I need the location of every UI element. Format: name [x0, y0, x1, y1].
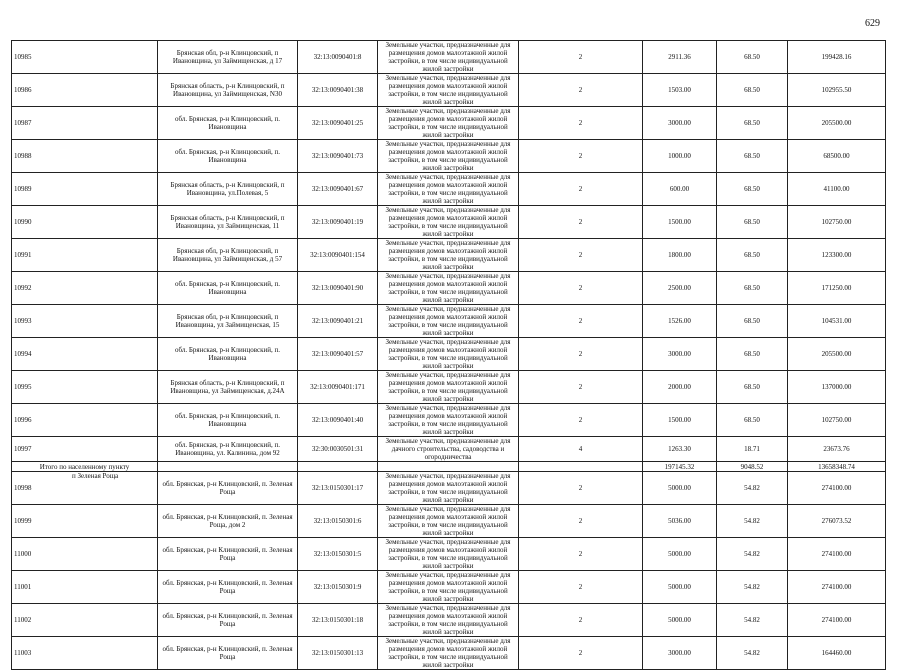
specific-value-cell: 54.82 — [717, 505, 788, 538]
land-use-cell: Земельные участки, предназначенные для размещения домов малоэтажной жилой застройки, в том числе индивидуальной жилой застройки — [378, 472, 519, 505]
land-use-cell: Земельные участки, предназначенные для размещения домов малоэтажной жилой застройки, в том числе индивидуальной жилой застройки — [378, 41, 519, 74]
record-number: 10997 — [12, 437, 158, 462]
specific-value-cell: 54.82 — [717, 538, 788, 571]
record-number: 10998 п Зеленая Роща — [12, 472, 158, 505]
record-number: 10999 — [12, 505, 158, 538]
address-cell: обл. Брянская, р-н Клинцовский, п. Зеленая Роща — [158, 472, 298, 505]
cadastral-number: 32:13:0090401:67 — [298, 173, 378, 206]
group-code: 2 — [519, 173, 643, 206]
area-cell: 5000.00 — [643, 604, 717, 637]
area-cell: 600.00 — [643, 173, 717, 206]
land-use-cell: Земельные участки, предназначенные для размещения домов малоэтажной жилой застройки, в том числе индивидуальной жилой застройки — [378, 338, 519, 371]
total-cadastral-value: 13658348.74 — [788, 462, 886, 472]
land-use-cell: Земельные участки, предназначенные для размещения домов малоэтажной жилой застройки, в том числе индивидуальной жилой застройки — [378, 505, 519, 538]
table-row — [12, 305, 886, 338]
cadastral-value-cell: 41100.00 — [788, 173, 886, 206]
cadastral-number: 32:13:0150301:9 — [298, 571, 378, 604]
group-code: 2 — [519, 206, 643, 239]
specific-value-cell: 68.50 — [717, 173, 788, 206]
cadastral-number: 32:13:0150301:18 — [298, 604, 378, 637]
specific-value-cell: 68.50 — [717, 107, 788, 140]
table-row — [12, 74, 886, 107]
total-label: Итого по населенному пункту — [12, 462, 158, 472]
cadastral-number: 32:13:0150301:17 — [298, 472, 378, 505]
table-row — [12, 538, 886, 571]
area-cell: 5000.00 — [643, 472, 717, 505]
cadastral-value-cell: 274100.00 — [788, 472, 886, 505]
cadastral-value-cell: 123300.00 — [788, 239, 886, 272]
table-row — [12, 338, 886, 371]
cadastral-number: 32:13:0090401:154 — [298, 239, 378, 272]
specific-value-cell: 68.50 — [717, 272, 788, 305]
record-number: 10986 — [12, 74, 158, 107]
table-row — [12, 140, 886, 173]
group-code: 2 — [519, 472, 643, 505]
area-cell: 3000.00 — [643, 107, 717, 140]
address-cell: Брянская область, р-н Клинцовский, п Ивановщина, ул Займищенская, д.24А — [158, 371, 298, 404]
cadastral-value-cell: 205500.00 — [788, 338, 886, 371]
address-cell: обл. Брянская, р-н Клинцовский, п. Ивановщина — [158, 140, 298, 173]
address-cell: обл. Брянская, р-н Клинцовский, п. Ивановщина — [158, 404, 298, 437]
group-code: 2 — [519, 239, 643, 272]
record-number: 10990 — [12, 206, 158, 239]
group-code: 2 — [519, 107, 643, 140]
cadastral-value-table — [11, 40, 886, 670]
record-number: 10985 — [12, 41, 158, 74]
record-number: 11002 — [12, 604, 158, 637]
area-cell: 5000.00 — [643, 538, 717, 571]
specific-value-cell: 68.50 — [717, 41, 788, 74]
table-row — [12, 41, 886, 74]
cadastral-value-cell: 276073.52 — [788, 505, 886, 538]
empty-cell — [378, 462, 519, 472]
group-code: 2 — [519, 604, 643, 637]
specific-value-cell: 68.50 — [717, 305, 788, 338]
table-row — [12, 239, 886, 272]
specific-value-cell: 54.82 — [717, 571, 788, 604]
table-body-pinetree — [12, 41, 886, 437]
cadastral-number: 32:13:0090401:38 — [298, 74, 378, 107]
address-cell: Брянская обл, р-н Клинцовский, п Ивановщина, ул Займищенская, 15 — [158, 305, 298, 338]
table-row — [12, 371, 886, 404]
area-cell: 5000.00 — [643, 571, 717, 604]
area-cell: 2911.36 — [643, 41, 717, 74]
cadastral-number: 32:13:0090401:90 — [298, 272, 378, 305]
specific-value-cell: 18.71 — [717, 437, 788, 462]
address-cell: обл. Брянская, р-н Клинцовский, п. Зеленая Роща, дом 2 — [158, 505, 298, 538]
cadastral-value-cell: 102955.50 — [788, 74, 886, 107]
cadastral-number: 32:13:0150301:5 — [298, 538, 378, 571]
cadastral-number: 32:30:0030501:31 — [298, 437, 378, 462]
group-code: 2 — [519, 404, 643, 437]
area-cell: 1526.00 — [643, 305, 717, 338]
land-use-cell: Земельные участки, предназначенные для размещения домов малоэтажной жилой застройки, в том числе индивидуальной жилой застройки — [378, 538, 519, 571]
group-code: 2 — [519, 272, 643, 305]
cadastral-value-cell: 102750.00 — [788, 206, 886, 239]
area-cell: 1263.30 — [643, 437, 717, 462]
address-cell: обл. Брянская, р-н Клинцовский, п. Зеленая Роща — [158, 604, 298, 637]
cadastral-value-cell: 164460.00 — [788, 637, 886, 670]
address-cell: обл. Брянская, р-н Клинцовский, п. Зеленая Роща — [158, 637, 298, 670]
land-use-cell: Земельные участки, предназначенные для дачного строительства, садоводства и огородничества — [378, 437, 519, 462]
land-use-cell: Земельные участки, предназначенные для размещения домов малоэтажной жилой застройки, в том числе индивидуальной жилой застройки — [378, 206, 519, 239]
cadastral-number: 32:13:0090401:21 — [298, 305, 378, 338]
specific-value-cell: 68.50 — [717, 371, 788, 404]
group-code: 2 — [519, 505, 643, 538]
address-cell: обл. Брянская, р-н Клинцовский, п. Зеленая Роща — [158, 571, 298, 604]
land-use-cell: Земельные участки, предназначенные для размещения домов малоэтажной жилой застройки, в том числе индивидуальной жилой застройки — [378, 604, 519, 637]
address-cell: Брянская область, р-н Клинцовский, п Ивановщина, ул.Полевая, 5 — [158, 173, 298, 206]
table-row — [12, 437, 886, 462]
group-code: 2 — [519, 637, 643, 670]
area-cell: 1000.00 — [643, 140, 717, 173]
address-cell: Брянская обл, р-н Клинцовский, п Ивановщина, ул Займищенская, д 17 — [158, 41, 298, 74]
address-cell: обл. Брянская, р-н Клинцовский, п. Ивановщина — [158, 107, 298, 140]
record-number: 10995 — [12, 371, 158, 404]
specific-value-cell: 68.50 — [717, 239, 788, 272]
land-use-cell: Земельные участки, предназначенные для размещения домов малоэтажной жилой застройки, в том числе индивидуальной жилой застройки — [378, 173, 519, 206]
land-use-cell: Земельные участки, предназначенные для размещения домов малоэтажной жилой застройки, в том числе индивидуальной жилой застройки — [378, 637, 519, 670]
address-cell: обл. Брянская, р-н Клинцовский, п. Ивановщина — [158, 338, 298, 371]
group-code: 2 — [519, 41, 643, 74]
land-use-cell: Земельные участки, предназначенные для размещения домов малоэтажной жилой застройки, в том числе индивидуальной жилой застройки — [378, 272, 519, 305]
cadastral-value-cell: 274100.00 — [788, 604, 886, 637]
table-row — [12, 571, 886, 604]
specific-value-cell: 68.50 — [717, 74, 788, 107]
specific-value-cell: 54.82 — [717, 472, 788, 505]
group-code: 2 — [519, 305, 643, 338]
area-cell: 2500.00 — [643, 272, 717, 305]
table-row — [12, 272, 886, 305]
total-specific-value: 9048.52 — [717, 462, 788, 472]
table-row — [12, 637, 886, 670]
empty-cell — [519, 462, 643, 472]
area-cell: 1500.00 — [643, 206, 717, 239]
cadastral-value-cell: 205500.00 — [788, 107, 886, 140]
area-cell: 2000.00 — [643, 371, 717, 404]
record-number: 10996 — [12, 404, 158, 437]
land-use-cell: Земельные участки, предназначенные для размещения домов малоэтажной жилой застройки, в том числе индивидуальной жилой застройки — [378, 140, 519, 173]
area-cell: 1800.00 — [643, 239, 717, 272]
cadastral-value-cell: 171250.00 — [788, 272, 886, 305]
total-row — [12, 462, 886, 472]
address-cell: Брянская обл, р-н Клинцовский, п Ивановщина, ул Займищенская, д 57 — [158, 239, 298, 272]
group-code: 2 — [519, 371, 643, 404]
address-cell: обл. Брянская, р-н Клинцовский, п. Ивановщина, ул. Калинина, дом 92 — [158, 437, 298, 462]
record-number: 10991 — [12, 239, 158, 272]
page-number: 629 — [865, 18, 880, 29]
empty-cell — [158, 462, 298, 472]
area-cell: 3000.00 — [643, 637, 717, 670]
specific-value-cell: 68.50 — [717, 338, 788, 371]
specific-value-cell: 54.82 — [717, 637, 788, 670]
record-number: 10993 — [12, 305, 158, 338]
address-cell: обл. Брянская, р-н Клинцовский, п. Зеленая Роща — [158, 538, 298, 571]
group-code: 2 — [519, 74, 643, 107]
group-code: 4 — [519, 437, 643, 462]
record-number: 11003 — [12, 637, 158, 670]
address-cell: обл. Брянская, р-н Клинцовский, п. Ивановщина — [158, 272, 298, 305]
cadastral-value-cell: 274100.00 — [788, 538, 886, 571]
group-code: 2 — [519, 338, 643, 371]
land-use-cell: Земельные участки, предназначенные для размещения домов малоэтажной жилой застройки, в том числе индивидуальной жилой застройки — [378, 305, 519, 338]
land-use-cell: Земельные участки, предназначенные для размещения домов малоэтажной жилой застройки, в том числе индивидуальной жилой застройки — [378, 74, 519, 107]
group-code: 2 — [519, 571, 643, 604]
table-row — [12, 404, 886, 437]
area-cell: 3000.00 — [643, 338, 717, 371]
table-row — [12, 505, 886, 538]
land-use-cell: Земельные участки, предназначенные для размещения домов малоэтажной жилой застройки, в том числе индивидуальной жилой застройки — [378, 107, 519, 140]
table-row — [12, 107, 886, 140]
total-area: 197145.32 — [643, 462, 717, 472]
cadastral-value-cell: 274100.00 — [788, 571, 886, 604]
cadastral-number: 32:13:0090401:19 — [298, 206, 378, 239]
specific-value-cell: 68.50 — [717, 140, 788, 173]
land-use-cell: Земельные участки, предназначенные для размещения домов малоэтажной жилой застройки, в том числе индивидуальной жилой застройки — [378, 404, 519, 437]
area-cell: 1500.00 — [643, 404, 717, 437]
land-use-cell: Земельные участки, предназначенные для размещения домов малоэтажной жилой застройки, в том числе индивидуальной жилой застройки — [378, 571, 519, 604]
address-cell: Брянская область, р-н Клинцовский, п Ивановщина, ул Займищенская, 11 — [158, 206, 298, 239]
table-row — [12, 604, 886, 637]
specific-value-cell: 68.50 — [717, 404, 788, 437]
cadastral-value-cell: 23673.76 — [788, 437, 886, 462]
table-row — [12, 206, 886, 239]
cadastral-number: 32:13:0090401:57 — [298, 338, 378, 371]
cadastral-number: 32:13:0150301:13 — [298, 637, 378, 670]
group-code: 2 — [519, 140, 643, 173]
area-cell: 1503.00 — [643, 74, 717, 107]
area-cell: 5036.00 — [643, 505, 717, 538]
record-number: 11000 — [12, 538, 158, 571]
table-body-dacha — [12, 437, 886, 462]
cadastral-number: 32:13:0090401:73 — [298, 140, 378, 173]
cadastral-value-cell: 68500.00 — [788, 140, 886, 173]
record-number: 10994 — [12, 338, 158, 371]
specific-value-cell: 68.50 — [717, 206, 788, 239]
record-number: 10992 — [12, 272, 158, 305]
cadastral-number: 32:13:0090401:8 — [298, 41, 378, 74]
locality-heading: п Зеленая Роща — [72, 472, 119, 480]
land-use-cell: Земельные участки, предназначенные для размещения домов малоэтажной жилой застройки, в том числе индивидуальной жилой застройки — [378, 371, 519, 404]
cadastral-value-cell: 104531.00 — [788, 305, 886, 338]
table-row — [12, 173, 886, 206]
cadastral-number: 32:13:0090401:171 — [298, 371, 378, 404]
address-cell: Брянская область, р-н Клинцовский, п Ивановщина, ул Займищенская, N30 — [158, 74, 298, 107]
cadastral-value-cell: 137000.00 — [788, 371, 886, 404]
record-number: 10987 — [12, 107, 158, 140]
record-number: 10988 — [12, 140, 158, 173]
specific-value-cell: 54.82 — [717, 604, 788, 637]
cadastral-number: 32:13:0150301:6 — [298, 505, 378, 538]
empty-cell — [298, 462, 378, 472]
record-number: 10989 — [12, 173, 158, 206]
land-use-cell: Земельные участки, предназначенные для размещения домов малоэтажной жилой застройки, в том числе индивидуальной жилой застройки — [378, 239, 519, 272]
table-body-total — [12, 462, 886, 472]
cadastral-number: 32:13:0090401:25 — [298, 107, 378, 140]
cadastral-value-cell: 199428.16 — [788, 41, 886, 74]
group-code: 2 — [519, 538, 643, 571]
table-row — [12, 472, 886, 505]
cadastral-number: 32:13:0090401:40 — [298, 404, 378, 437]
cadastral-value-cell: 102750.00 — [788, 404, 886, 437]
record-number: 11001 — [12, 571, 158, 604]
